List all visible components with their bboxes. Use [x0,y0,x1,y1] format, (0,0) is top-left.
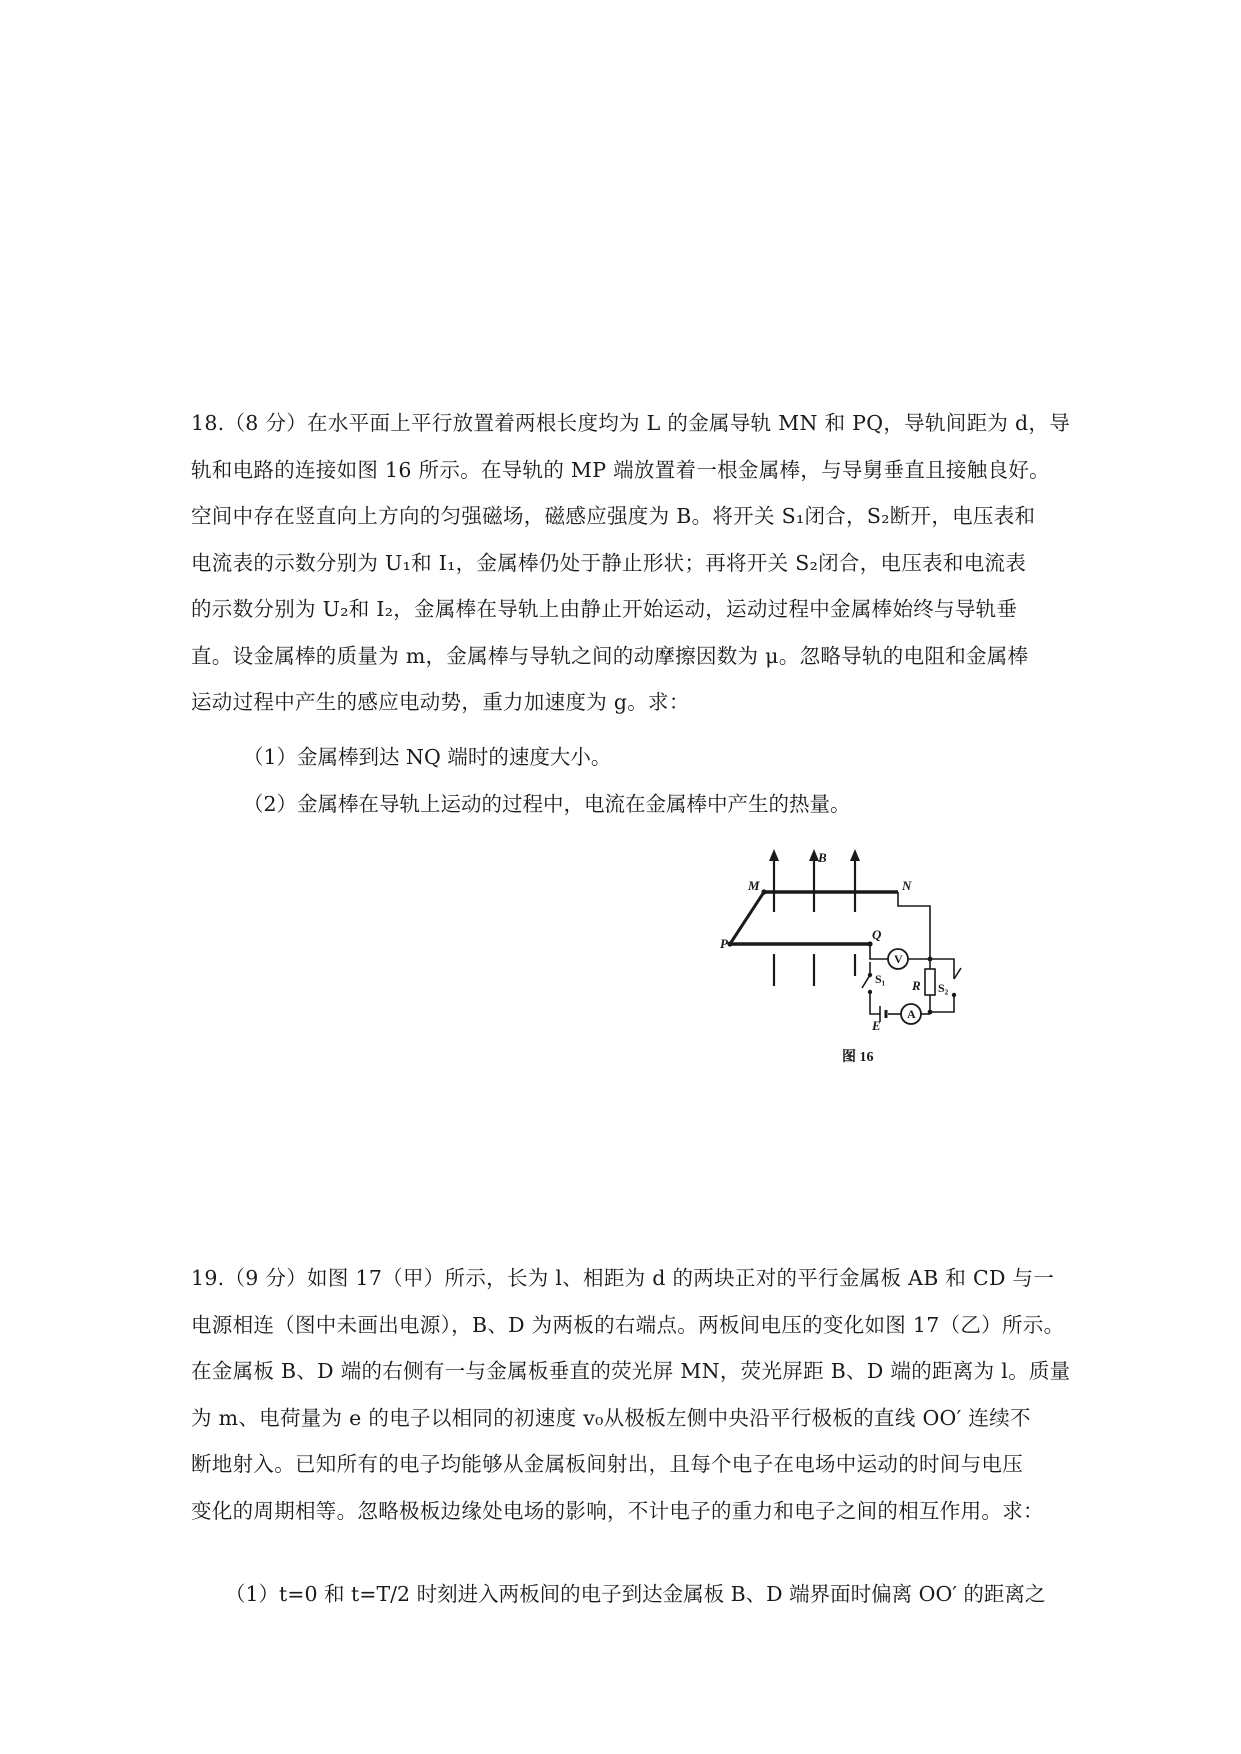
label-B: B [818,850,827,865]
battery-icon [880,1006,886,1022]
magnetic-field-lines [774,856,855,986]
circuit-wires [862,892,961,1014]
q19-line-3: 在金属板 B、D 端的右侧有一与金属板垂直的荧光屏 MN，荧光屏距 B、D 端的距离为 l。质量 [191,1359,1071,1383]
q19-line-5: 断地射入。已知所有的电子均能够从金属板间射出，且每个电子在电场中运动的时间与电压 [191,1452,1023,1476]
q18-line-2: 轨和电路的连接如图 16 所示。在导轨的 MP 端放置着一根金属棒，与导舅垂直且接触良好。 [191,457,1050,482]
label-A: A [907,1007,916,1021]
label-R: R [912,978,921,993]
label-P: P [720,936,728,951]
question-18-text [191,400,1071,726]
q18-line-4: 电流表的示数分别为 U₁和 I₁，金属棒仍处于静止形状；再将开关 S₂闭合，电压表和电流表 [191,550,1027,575]
q19-subquestion-1: （1）t=0 和 t=T/2 时刻进入两板间的电子到达金属板 B、D 端界面时偏离 OO′ 的距离之 [225,1582,1046,1606]
q19-line-6: 变化的周期相等。忽略极板边缘处电场的影响，不计电子的重力和电子之间的相互作用。求： [191,1498,1044,1523]
q19-line-2: 电源相连（图中未画出电源），B、D 为两板的右端点。两板间电压的变化如图 17（乙）所示。 [191,1312,1065,1337]
q18-subquestion-1: （1）金属棒到达 NQ 端时的速度大小。 [243,745,612,769]
label-N: N [902,878,912,893]
label-E: E [872,1018,881,1033]
metal-rod [730,892,764,944]
q18-line-1: 18.（8 分）在水平面上平行放置着两根长度均为 L 的金属导轨 MN 和 PQ，导轨间距为 d，导 [191,411,1071,435]
figure-16-caption: 图 16 [842,1050,874,1065]
resistor-R [925,969,935,995]
q18-line-3: 空间中存在竖直向上方向的匀强磁场，磁感应强度为 B。将开关 S₁闭合，S₂断开，电压表和 [191,504,1036,528]
question-19-text [191,1255,1071,1534]
q19-line-4: 为 m、电荷量为 e 的电子以相同的初速度 v₀从极板左侧中央沿平行极板的直线 OO′ 连续不 [191,1405,1031,1430]
q18-subquestion-2: （2）金属棒在导轨上运动的过程中，电流在金属棒中产生的热量。 [243,792,851,816]
q19-line-1: 19.（9 分）如图 17（甲）所示，长为 l、相距为 d 的两块正对的平行金属板 AB 和 CD 与一 [191,1266,1055,1290]
q18-line-5: 的示数分别为 U₂和 I₂，金属棒在导轨上由静止开始运动，运动过程中金属棒始终与导轨垂 [191,597,1018,621]
q18-line-7: 运动过程中产生的感应电动势，重力加速度为 g。求： [191,690,690,714]
label-M: M [748,878,760,893]
label-V: V [894,952,903,966]
figure-16-circuit-diagram [722,846,992,1068]
label-S2: S₂ [938,981,949,995]
label-S1: S₁ [875,972,886,986]
q18-line-6: 直。设金属棒的质量为 m，金属棒与导轨之间的动摩擦因数为 μ。忽略导轨的电阻和金属棒 [191,643,1029,668]
label-Q: Q [872,927,882,942]
